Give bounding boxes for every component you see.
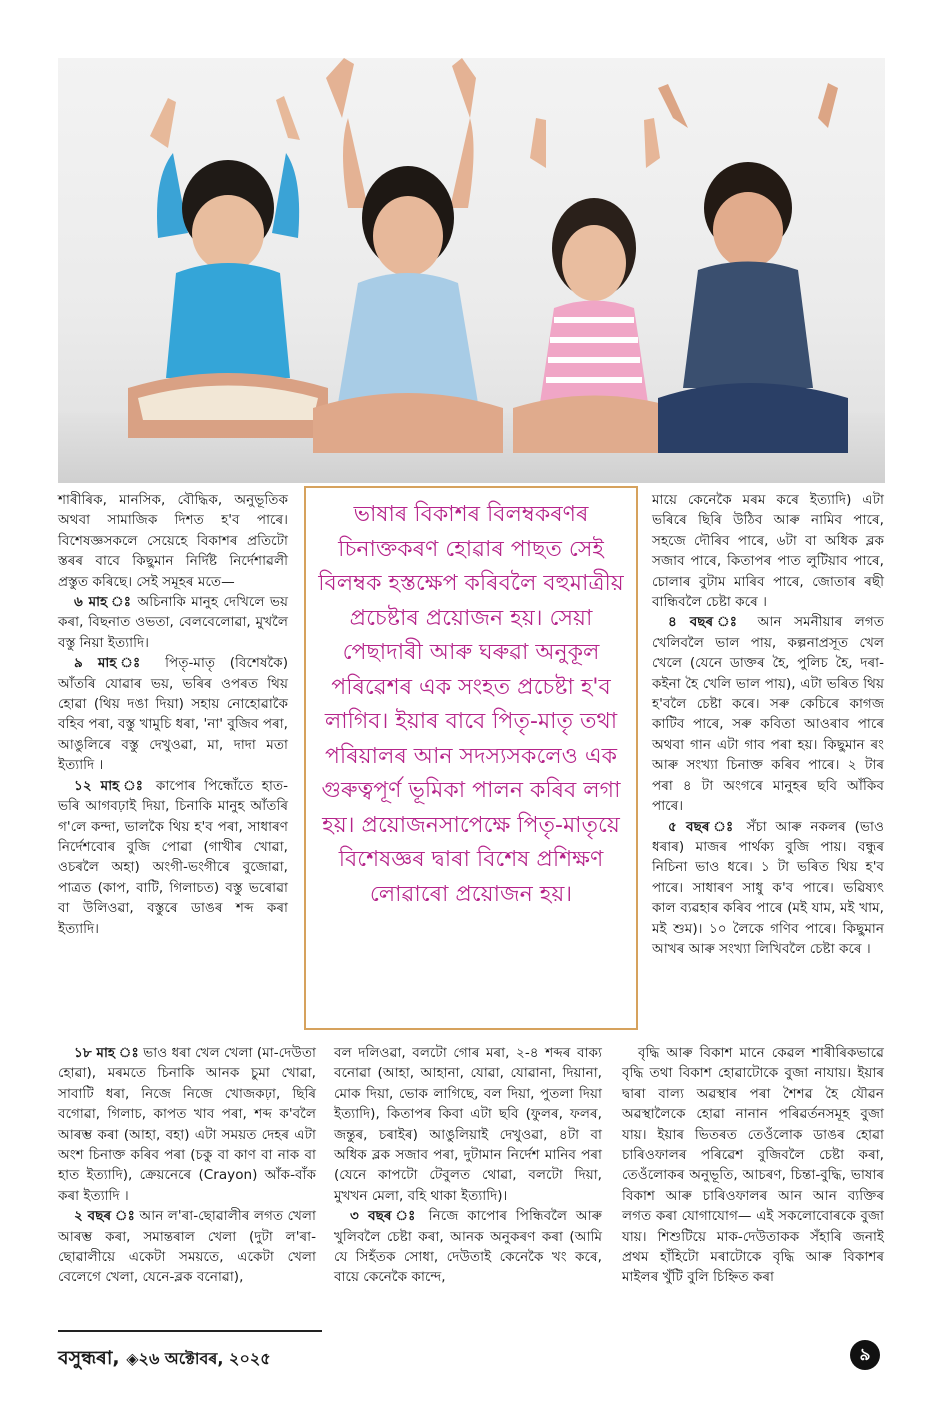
paragraph: মায়ে কেনেকৈ মৰম কৰে ইত্যাদি) এটা ভৰিৰে ছিৰি উঠিব আৰু নামিব পাৰে, সহজে দৌৰিব পাৰে, ৬টা বা অধিক ব্লক সজাব পাৰে, কিতাপৰ পাত লুটিয়াব পাৰে, চোলাৰ বুটাম মাৰিব পাৰে, জোতাৰ ৰছী বান্ধিবলৈ চেষ্টা কৰে । — [652, 492, 884, 611]
column-3-top — [652, 490, 884, 959]
paragraph — [58, 1206, 316, 1288]
pull-quote-text: ভাষাৰ বিকাশৰ বিলম্বকৰণৰ চিনাক্তকৰণ হোৱাৰ পাছত সেই বিলম্বক হস্তক্ষেপ কৰিবলৈ বহুমাত্ৰীয় প্ৰচেষ্টাৰ প্ৰয়োজন হয়। সেয়া পেছাদাৰী আৰু ঘৰুৱা অনুকূল পৰিৱেশৰ এক সংহত প্ৰচেষ্টা হ'ব লাগিব। ইয়াৰ বাবে পিতৃ-মাতৃ তথা পৰিয়ালৰ আন সদস্যসকলেও এক গুৰুত্বপূৰ্ণ ভূমিকা পালন কৰিব লগা হয়। প্ৰয়োজনসাপেক্ষে পিতৃ-মাতৃয়ে বিশেষজ্ঞৰ দ্বাৰা বিশেষ প্ৰশিক্ষণ লোৱাৰো প্ৰয়োজন হয়। — [318, 502, 624, 907]
magazine-name: বসুন্ধৰা, — [58, 1347, 120, 1369]
paragraph — [58, 1043, 316, 1206]
section-head: ৫ বছৰ ঃ — [668, 818, 738, 835]
section-head: ৪ বছৰ ঃ — [668, 614, 746, 631]
section-head: ৬ মাহ ঃ — [74, 594, 133, 611]
paragraph-text: পিতৃ-মাতৃ (বিশেষকৈ) আঁতৰি যোৱাৰ ভয়, ভৰিৰ ওপৰত থিয় হোৱা (থিয় দঙা দিয়া) সহায় নোহোৱাকৈ বহিব পৰা, বস্তু খামুচি ধৰা, 'না' বুজিব পৰা, আঙুলিৰে বস্তু দেখুওৱা, মা, দাদা মতা ইত্যাদি । — [58, 655, 288, 774]
paragraph-text: কাপোৰ পিন্ধোঁতে হাত-ভৰি আগবঢ়াই দিয়া, চিনাকি মানুহ আঁতৰি গ'লে কন্দা, ভালকৈ থিয় হ'ব পৰা, সাধাৰণ নিৰ্দেশবোৰ বুজি পোৱা (গাখীৰ খোৱা, ওচৰলৈ অহা) অংগী-ভংগীৰে বুজোৱা, পাত্ৰত (কাপ, বাটি, গিলাচত) বস্তু ভৰোৱা বা উলিওৱা, বস্তুৰে ডাঙৰ শব্দ কৰা ইত্যাদি। — [58, 777, 288, 937]
paragraph — [58, 776, 288, 939]
paragraph — [334, 1206, 602, 1288]
section-head: ৩ বছৰ ঃ — [350, 1208, 420, 1225]
paragraph: বৃদ্ধি আৰু বিকাশ মানে কেৱল শাৰীৰিকভাৱে বৃদ্ধি তথা বিকাশ হোৱাটোকে বুজা নাযায়। ইয়াৰ দ্বাৰা বাল্য অৱস্থাৰ পৰা শৈশৱ হৈ যৌৱন অৱস্থালৈকে হোৱা নানান পৰিৱৰ্তনসমূহ বুজা যায়। ইয়াৰ ভিতৰত তেওঁলোক ডাঙৰ হোৱা চাৰিওফালৰ পৰিৱেশ বুজিবলৈ চেষ্টা কৰা, তেওঁলোকৰ অনুভূতি, আচৰণ, চিন্তা-বুদ্ধি, ভাষাৰ বিকাশ আৰু চাৰিওফালৰ আন আন ব্যক্তিৰ লগত কৰা যোগাযোগ— এই সকলোবোৰকে বুজা যায়। শিশুটিয়ে মাক-দেউতাকক সঁহাৰি জনাই প্ৰথম হাঁহিটো মৰাটোকে বৃদ্ধি আৰু বিকাশৰ মাইলৰ খুঁটি বুলি চিহ্নিত কৰা — [622, 1045, 884, 1286]
paragraph: শাৰীৰিক, মানসিক, বৌদ্ধিক, অনুভূতিক অথবা সামাজিক দিশত হ'ব পাৰে। বিশেষজ্ঞসকলে সেয়েহে বিকাশৰ প্ৰতিটো স্তৰৰ বাবে কিছুমান নিৰ্দিষ্ট নিৰ্দেশাৱলী প্ৰস্তুত কৰিছে। সেই সমূহৰ মতে— — [58, 492, 288, 590]
column-2-bottom — [334, 1043, 602, 1288]
paragraph: বল দলিওৱা, বলটো গোৰ মৰা, ২-৪ শব্দৰ বাক্য বনোৱা (আহা, আহানা, যোৱা, যোৱানা, দিয়ানা, মোক দিয়া, ভোক লাগিছে, বল দিয়া, পুতলা দিয়া ইত্যাদি), কিতাপৰ কিবা এটা ছবি (ফুলৰ, ফলৰ, জন্তুৰ, চৰাইৰ) আঙুলিয়াই দেখুওৱা, ৪টা বা অধিক ব্লক সজাব পৰা, দুটামান নিৰ্দেশ মানিব পৰা (যেনে কাপটো টেবুলত থোৱা, বলটো দিয়া, মুখখন মেলা, বহি থাকা ইত্যাদি)। — [334, 1045, 602, 1204]
paragraph — [652, 817, 884, 960]
pull-quote-box — [304, 486, 638, 1030]
children-raising-hands-image — [58, 58, 885, 483]
section-head: ৯ মাহ ঃ — [74, 655, 151, 672]
footer-masthead — [58, 1344, 271, 1376]
paragraph-text: অচিনাকি মানুহ দেখিলে ভয় কৰা, বিছনাত ওভতা, বেলবেলোৱা, মুখলৈ বস্তু নিয়া ইত্যাদি। — [58, 594, 289, 651]
paragraph — [652, 612, 884, 816]
issue-date: ◈২৬ অক্টোবৰ, ২০২৫ — [126, 1349, 271, 1368]
paragraph — [58, 653, 288, 775]
column-3-bottom — [622, 1043, 884, 1288]
column-1-top — [58, 490, 288, 939]
paragraph — [58, 592, 288, 653]
children-photo — [58, 58, 885, 483]
column-1-bottom — [58, 1043, 316, 1288]
footer-rule — [58, 1330, 322, 1332]
paragraph-text: ভাও ধৰা খেল খেলা (মা-দেউতা হোৱা), মৰমতে চিনাকি আনক চুমা খোৱা, সাবাটি ধৰা, নিজে নিজে খোজকঢ়া, ছিৰি বগোৱা, গিলাচ, কাপত খাব পৰা, শব্দ ক'বলৈ আৰম্ভ কৰা (আহা, বহা) এটা সময়ত দেহৰ এটা অংশ চিনাক্ত কৰিব পৰা (চকু বা কাণ বা নাক বা হাত ইত্যাদি), ক্ৰেয়নেৰে (Crayon) আঁক-বাঁক কৰা ইত্যাদি । — [58, 1045, 316, 1204]
paragraph-text: সঁচা আৰু নকলৰ (ভাও ধৰাৰ) মাজৰ পাৰ্থক্য বুজি পায়। বন্ধুৰ নিচিনা ভাও ধৰে। ১ টা ভৰিত থিয় হ'ব পাৰে। সাধাৰণ সাধু ক'ব পাৰে। ভৱিষ্যৎ কাল ব্যৱহাৰ কৰিব পাৰে (মই যাম, মই খাম, মই শুম)। ১০ লৈকে গণিব পাৰে। কিছুমান আখৰ আৰু সংখ্যা লিখিবলৈ চেষ্টা কৰে । — [652, 818, 884, 957]
paragraph-text: আন ল'ৰা-ছোৱালীৰ লগত খেলা আৰম্ভ কৰা, সমান্তৰাল খেলা (দুটা ল'ৰা-ছোৱালীয়ে একেটা সময়তে, একেটা খেলা বেলেগে খেলা, যেনে-ব্লক বনোৱা), — [58, 1208, 316, 1286]
section-head: ১২ মাহ ঃ — [74, 777, 148, 794]
section-head: ২ বছৰ ঃ — [74, 1208, 135, 1225]
page-number: ৯ — [850, 1340, 880, 1370]
paragraph-text: নিজে কাপোৰ পিন্ধিবলৈ আৰু খুলিবলৈ চেষ্টা কৰা, আনক অনুকৰণ কৰা (আমি যে সিহঁতক সোধা, দেউতাই কেনেকৈ খং কৰে, বায়ে কেনেকৈ কান্দে, — [334, 1208, 602, 1286]
section-head: ১৮ মাহ ঃ — [74, 1045, 139, 1061]
paragraph-text: আন সমনীয়াৰ লগত খেলিবলৈ ভাল পায়, কল্পনাপ্ৰসূত খেল খেলে (যেনে ডাক্তৰ হৈ, পুলিচ হৈ, দৰা-কইনা হৈ খেলি ভাল পায়), এটা ভৰিত থিয় হ'বলৈ চেষ্টা কৰে। সৰু কেচিৰে কাগজ কাটিব পাৰে, সৰু কবিতা আওৰাব পাৰে অথবা গান এটা গাব পৰা হয়। কিছুমান ৰং আৰু সংখ্যা চিনাক্ত কৰিব পাৰে। ২ টাৰ পৰা ৪ টা অংগৰে মানুহৰ ছবি আঁকিব পাৰে। — [652, 614, 884, 815]
